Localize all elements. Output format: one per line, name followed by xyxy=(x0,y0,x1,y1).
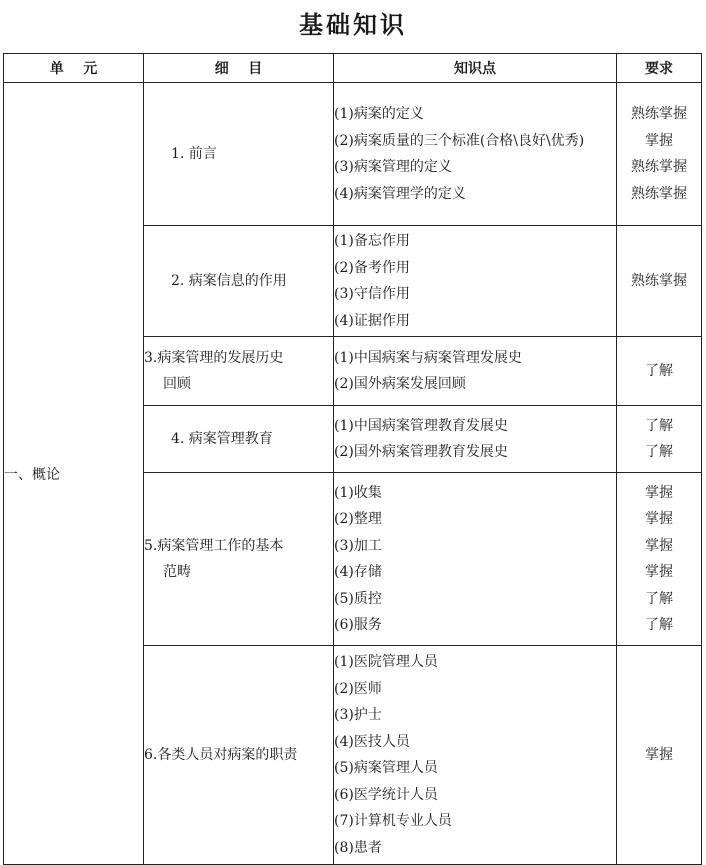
requirement-cell xyxy=(617,473,702,646)
knowledge-point: (1)备忘作用 xyxy=(334,233,410,249)
requirement-label: 了解 xyxy=(645,362,673,379)
requirement-label: 了解 xyxy=(645,590,673,607)
header-unit: 单 元 xyxy=(4,54,144,83)
item-cell: 2. 病案信息的作用 xyxy=(144,226,334,337)
requirement-label: 熟练掌握 xyxy=(631,272,687,289)
requirement-label: 熟练掌握 xyxy=(631,159,687,175)
knowledge-point: (3)护士 xyxy=(334,707,382,723)
knowledge-point: (4)医技人员 xyxy=(334,733,410,750)
knowledge-point: (4)证据作用 xyxy=(334,312,410,329)
item-line-1: 5.病案管理工作的基本 xyxy=(144,538,284,554)
knowledge-point: (6)服务 xyxy=(334,617,382,633)
requirement-label: 熟练掌握 xyxy=(631,185,687,202)
knowledge-point: (3)加工 xyxy=(334,537,382,554)
syllabus-table xyxy=(3,53,702,865)
knowledge-point: (1)中国病案与病案管理发展史 xyxy=(334,349,522,366)
header-requirement: 要求 xyxy=(617,54,702,83)
knowledge-point: (2)国外病案管理教育发展史 xyxy=(334,444,508,460)
knowledge-point: (1)收集 xyxy=(334,484,382,501)
knowledge-cell xyxy=(334,337,617,406)
requirement-cell xyxy=(617,337,702,406)
knowledge-point: (5)质控 xyxy=(334,590,382,607)
item-text xyxy=(144,533,333,585)
knowledge-point: (3)守信作用 xyxy=(334,286,410,302)
knowledge-cell xyxy=(334,473,617,646)
requirement-label: 了解 xyxy=(645,617,673,633)
knowledge-point: (3)病案管理的定义 xyxy=(334,159,452,175)
knowledge-point: (4)病案管理学的定义 xyxy=(334,185,466,202)
item-cell xyxy=(144,473,334,646)
knowledge-point: (2)病案质量的三个标准(合格\良好\优秀) xyxy=(334,132,585,149)
requirement-cell xyxy=(617,406,702,473)
requirement-cell xyxy=(617,83,702,226)
header-knowledge: 知识点 xyxy=(334,54,617,83)
item-cell: 6.各类人员对病案的职责 xyxy=(144,646,334,865)
knowledge-point: (2)备考作用 xyxy=(334,259,410,276)
knowledge-point: (6)医学统计人员 xyxy=(334,786,438,803)
knowledge-point: (2)整理 xyxy=(334,511,382,527)
knowledge-point: (5)病案管理人员 xyxy=(334,760,438,776)
header-row xyxy=(4,54,702,83)
requirement-label: 掌握 xyxy=(645,511,673,527)
requirement-cell xyxy=(617,646,702,865)
knowledge-point: (4)存储 xyxy=(334,564,382,580)
knowledge-point: (1)中国病案管理教育发展史 xyxy=(334,417,508,434)
requirement-label: 了解 xyxy=(645,417,673,434)
table-row xyxy=(4,83,702,226)
requirement-label: 了解 xyxy=(645,444,673,460)
knowledge-cell xyxy=(334,406,617,473)
unit-cell: 一、概论 xyxy=(4,83,144,865)
requirement-label: 掌握 xyxy=(645,132,673,149)
requirement-label: 掌握 xyxy=(645,746,673,763)
requirement-label: 掌握 xyxy=(645,484,673,501)
requirement-label: 掌握 xyxy=(645,537,673,554)
knowledge-point: (1)病案的定义 xyxy=(334,106,424,122)
knowledge-cell xyxy=(334,226,617,337)
item-line-2: 范畴 xyxy=(163,564,191,580)
item-cell: 1. 前言 xyxy=(144,83,334,226)
knowledge-point: (1)医院管理人员 xyxy=(334,654,438,670)
item-text xyxy=(144,345,333,397)
item-cell: 4. 病案管理教育 xyxy=(144,406,334,473)
knowledge-point: (8)患者 xyxy=(334,839,382,856)
page-title: 基础知识 xyxy=(299,11,407,39)
requirement-cell xyxy=(617,226,702,337)
requirement-label: 掌握 xyxy=(645,564,673,580)
knowledge-cell xyxy=(334,83,617,226)
knowledge-point: (2)医师 xyxy=(334,680,382,697)
item-line-1: 3.病案管理的发展历史 xyxy=(144,350,284,366)
knowledge-point: (2)国外病案发展回顾 xyxy=(334,376,466,392)
knowledge-cell xyxy=(334,646,617,865)
item-line-2: 回顾 xyxy=(163,376,191,392)
header-item: 细 目 xyxy=(144,54,334,83)
knowledge-point: (7)计算机专业人员 xyxy=(334,813,452,829)
requirement-label: 熟练掌握 xyxy=(631,106,687,122)
item-cell xyxy=(144,337,334,406)
